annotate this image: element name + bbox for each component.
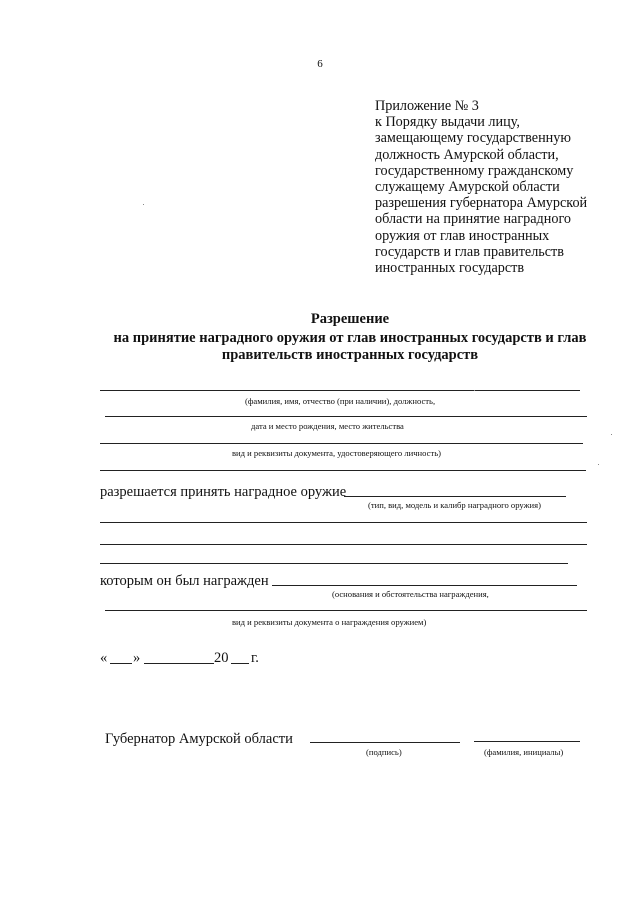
document-title: Разрешение (310, 311, 390, 327)
appendix-line: государственному гражданскому (375, 162, 574, 179)
extra-fill-line (100, 470, 586, 471)
appendix-line: разрешения губернатора Амурской (375, 195, 588, 212)
document-subtitle-line2: правительств иностранных государств (221, 347, 479, 363)
weapon-label: разрешается принять наградное оружие (100, 484, 347, 500)
appendix-line: замещающему государственную (375, 130, 571, 147)
appendix-line: Приложение № 3 (375, 98, 479, 114)
appendix-line: служащему Амурской области (375, 179, 560, 196)
appendix-line: государств и глав правительств (375, 243, 564, 260)
awarded-label: которым он был награжден (100, 573, 269, 589)
date-day-line (110, 663, 132, 664)
grounds-caption: (основания и обстоятельства награждения, (332, 589, 489, 599)
birth-fill-line (105, 416, 587, 417)
weapon-caption: (тип, вид, модель и калибр наградного оружия) (368, 500, 541, 510)
birth-caption: дата и место рождения, место жительства (251, 421, 404, 431)
scan-speck (474, 390, 475, 391)
scan-speck (611, 434, 612, 435)
award-doc-caption: вид и реквизиты документа о награждения оружием) (232, 617, 427, 627)
appendix-line: оружия от глав иностранных (375, 227, 550, 244)
document-fill-line (100, 443, 583, 444)
appendix-block (375, 98, 625, 276)
weapon-extra-line-2 (100, 544, 587, 545)
appendix-line: области на принятие наградного (375, 211, 572, 228)
weapon-fill-line (344, 496, 566, 497)
document-subtitle-line1: на принятие наградного оружия от глав иностранных государств и глав (113, 330, 587, 346)
date-month-line (144, 663, 214, 664)
date-year-line (231, 663, 249, 664)
weapon-extra-line-1 (100, 522, 587, 523)
date-close-quote: » (133, 650, 141, 666)
document-caption: вид и реквизиты документа, удостоверяющего личность) (232, 448, 442, 458)
name-caption: (фамилия, имя, отчество (при наличии), должность, (245, 396, 436, 406)
date-year-prefix: 20 (214, 650, 229, 666)
scan-speck (598, 464, 599, 465)
appendix-line: иностранных государств (375, 260, 525, 277)
appendix-line: к Порядку выдачи лицу, (375, 114, 520, 131)
surname-caption: (фамилия, инициалы) (484, 747, 564, 757)
award-doc-fill-line (105, 610, 587, 611)
surname-line (474, 741, 580, 742)
signature-line (310, 742, 460, 743)
date-open-quote: « (100, 650, 108, 666)
scan-speck (143, 204, 144, 205)
appendix-line: должность Амурской области, (375, 146, 559, 163)
name-fill-line (100, 390, 580, 391)
page-number: 6 (317, 58, 323, 70)
weapon-extra-line-3 (100, 563, 568, 564)
governor-label: Губернатор Амурской области (105, 731, 293, 747)
grounds-fill-line (272, 585, 577, 586)
date-suffix: г. (251, 650, 259, 666)
signature-caption: (подпись) (366, 747, 402, 757)
